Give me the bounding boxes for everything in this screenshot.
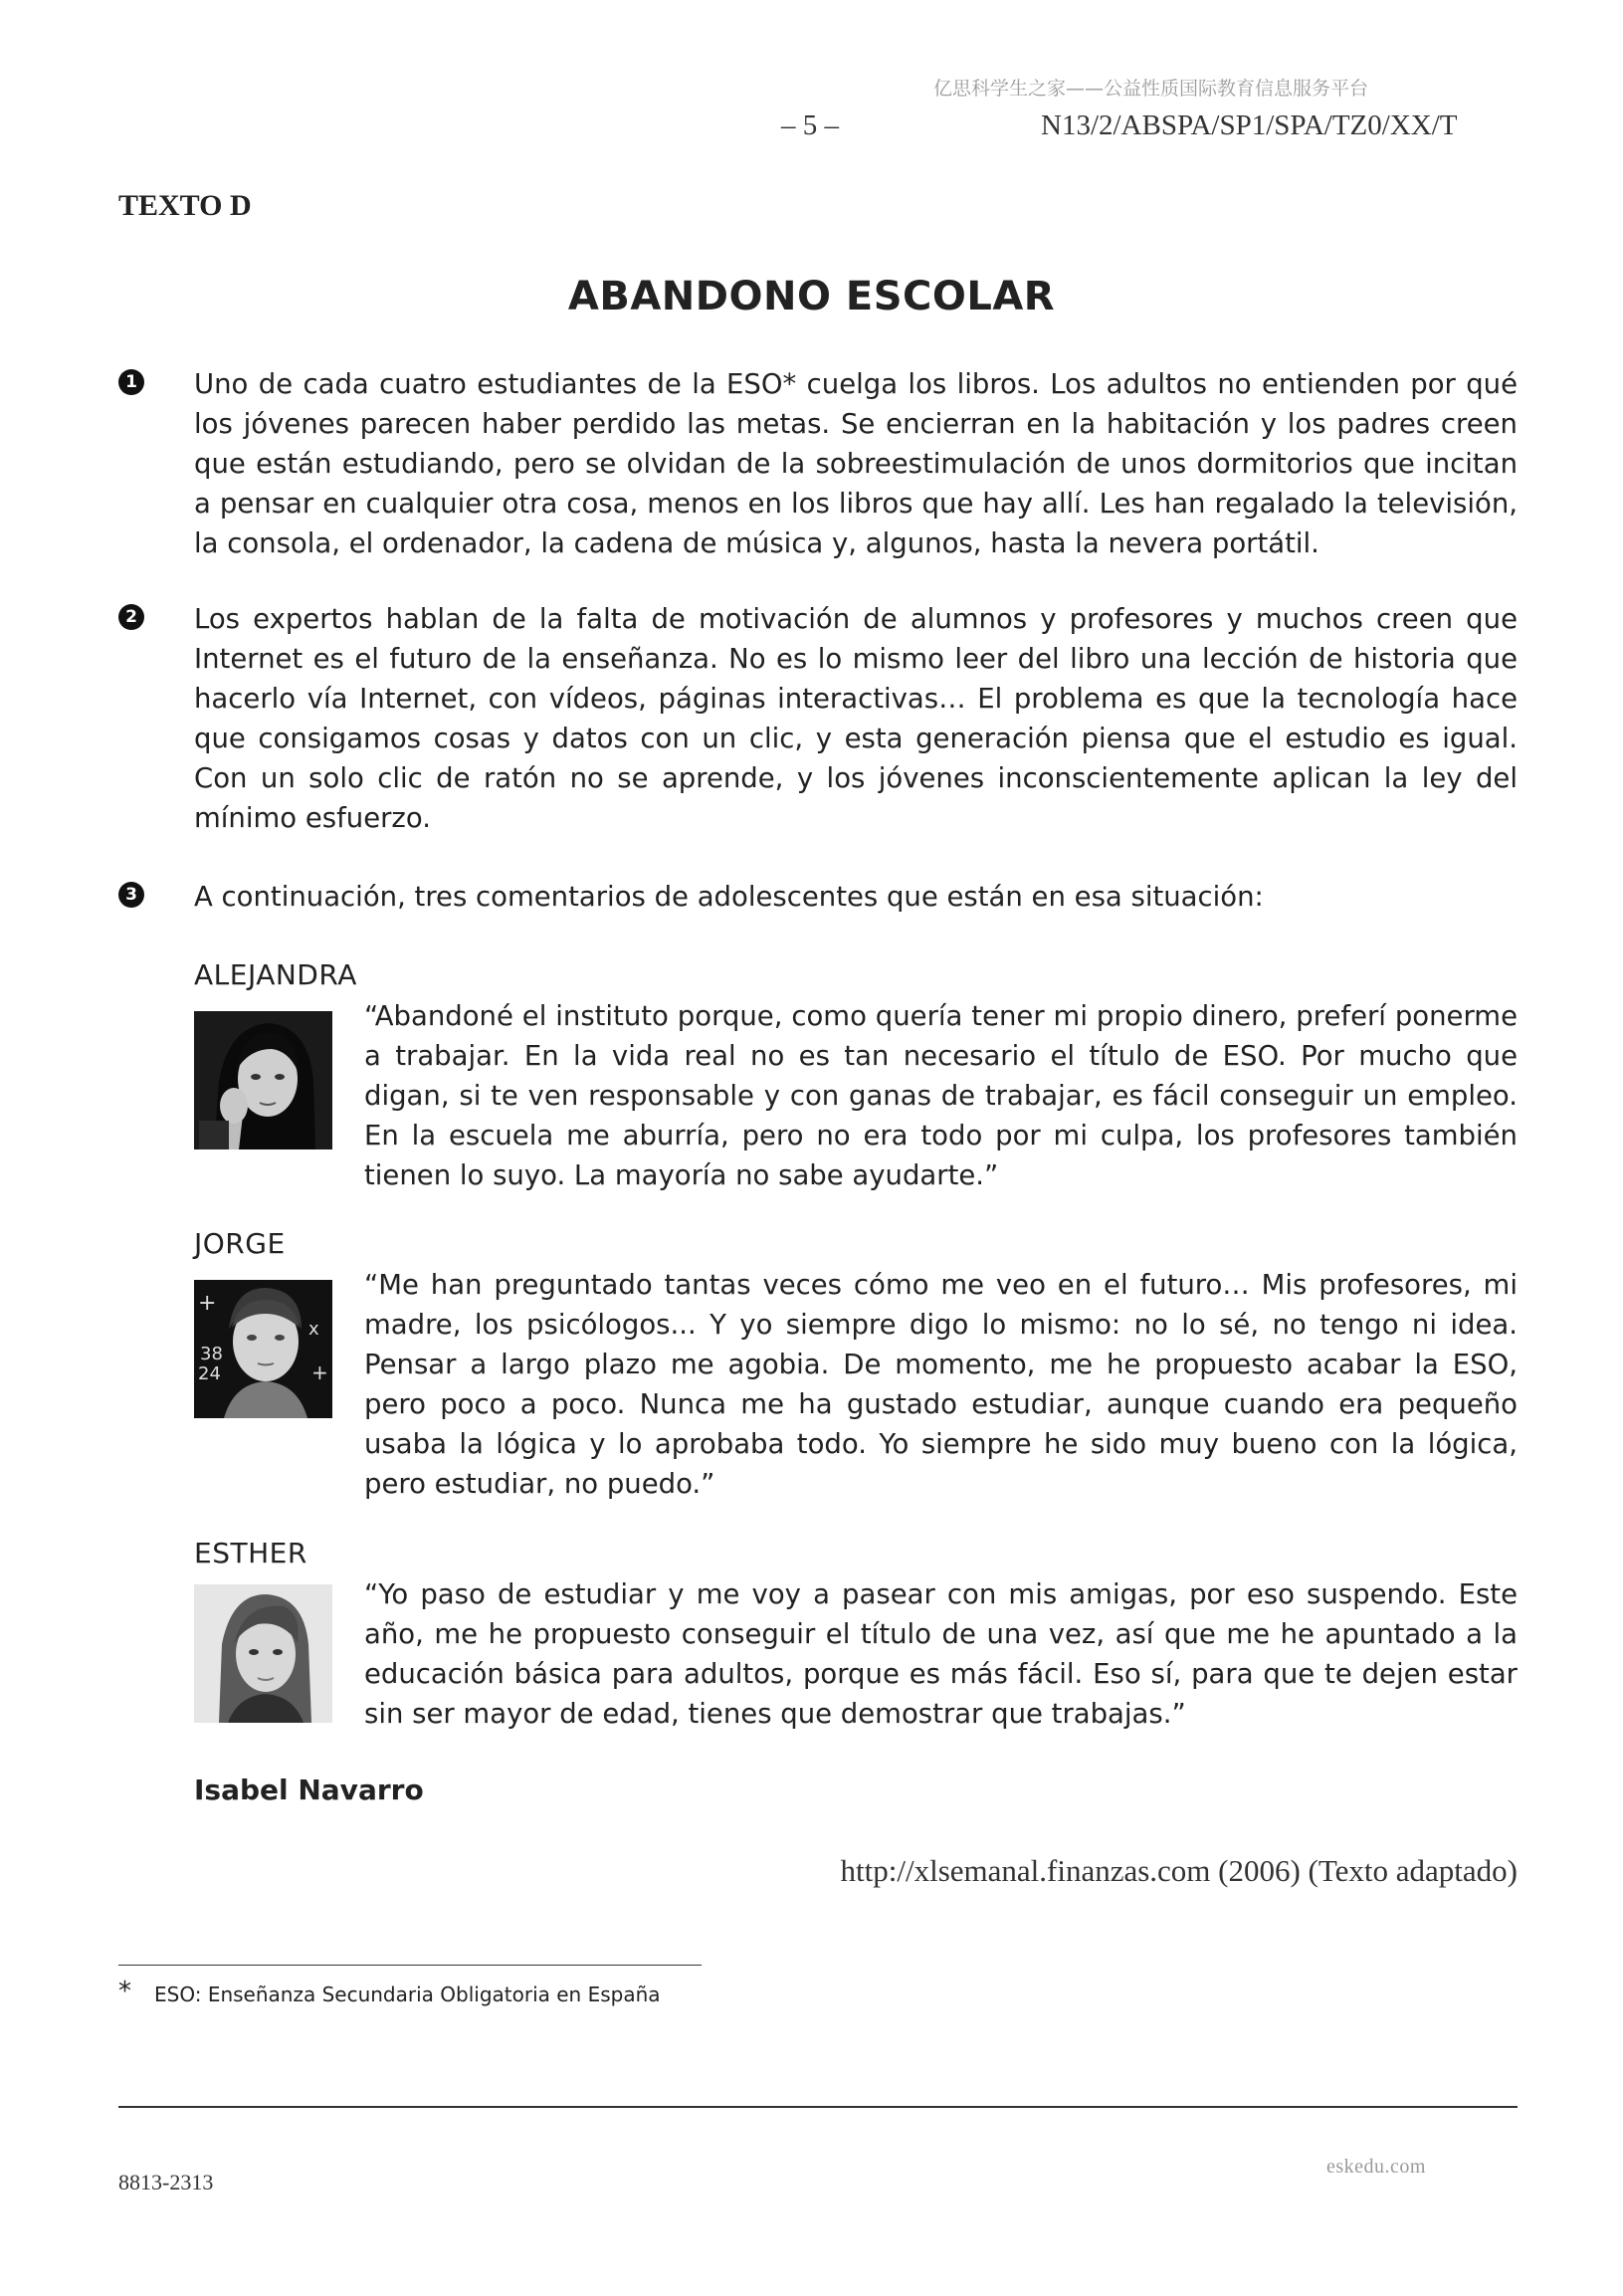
paragraph-number-2: 2 [118,604,144,630]
document-code: N13/2/ABSPA/SP1/SPA/TZ0/XX/T [1041,109,1458,141]
svg-text:24: 24 [198,1363,221,1384]
source-citation: http://xlsemanal.finanzas.com (2006) (Texto adaptado) [840,1853,1518,1888]
author-name: Isabel Navarro [194,1774,424,1806]
footnote-divider [118,1965,702,1966]
footnote-marker: * [118,1977,131,2006]
footer-site: eskedu.com [1326,2156,1426,2178]
testimonial-quote-alejandra: “Abandoné el instituto porque, como quería tener mi propio dinero, preferí ponerme a trabajar. En la vida real no es tan necesario el título de ESO. Por mucho que digan, si te ven responsable y con ganas de trabajar, es fácil conseguir un empleo. En la escuela me aburría, pero no era todo por mi culpa, los profesores también tienen lo suyo. La mayoría no sabe ayudarte.” [364,1000,1518,1191]
svg-text:x: x [308,1319,319,1340]
testimonial-name-esther: ESTHER [194,1537,307,1569]
paragraph-1: Uno de cada cuatro estudiantes de la ESO* cuelga los libros. Los adultos no entienden por qué los jóvenes parecen haber perdido las metas. Se encierran en la habitación y los padres creen que están estudiando, pero se olvidan de la sobreestimulación de unos dormitorios que incitan a pensar en cualquier otra cosa, menos en los libros que hay allí. Les han regalado la televisión, la consola, el ordenador, la cadena de música y, algunos, hasta la nevera portátil. [194,368,1518,559]
paragraph-number-1: 1 [118,369,144,395]
svg-text:38: 38 [200,1344,223,1364]
footer-divider [118,2106,1518,2108]
footer-code: 8813-2313 [118,2170,214,2194]
watermark-text: 亿思科学生之家——公益性质国际教育信息服务平台 [933,78,1369,100]
testimonial-name-jorge: JORGE [194,1227,286,1260]
esther-photo [194,1584,332,1723]
paragraph-2: Los expertos hablan de la falta de motivación de alumnos y profesores y muchos creen que Internet es el futuro de la enseñanza. No es lo mismo leer del libro una lección de historia que hacerlo vía Internet, con vídeos, páginas interactivas… El problema es que la tecnología hace que consigamos cosas y datos con un clic, y esta generación piensa que el estudio es igual. Con un solo clic de ratón no se aprende, y los jóvenes inconscientemente aplican la ley del mínimo esfuerzo. [194,603,1518,834]
testimonial-name-alejandra: ALEJANDRA [194,958,357,991]
paragraph-number-3: 3 [118,882,144,908]
paragraph-3: A continuación, tres comentarios de adolescentes que están en esa situación: [194,881,1264,913]
svg-text:+: + [198,1291,217,1316]
page-number: – 5 – [781,109,839,141]
testimonial-quote-esther: “Yo paso de estudiar y me voy a pasear con mis amigas, por eso suspendo. Este año, me he propuesto conseguir el título de una vez, así que me he apuntado a la educación básica para adultos, porque es más fácil. Eso sí, para que te dejen estar sin ser mayor de edad, tienes que demostrar que trabajas.” [364,1578,1518,1730]
article-title: ABANDONO ESCOLAR [567,274,1056,319]
alejandra-photo [194,1011,332,1149]
section-label: TEXTO D [118,189,252,222]
svg-text:+: + [311,1360,328,1384]
footnote-text: ESO: Enseñanza Secundaria Obligatoria en España [154,1983,661,2006]
testimonial-quote-jorge: “Me han preguntado tantas veces cómo me veo en el futuro… Mis profesores, mi madre, los psicólogos... Y yo siempre digo lo mismo: no lo sé, no tengo ni idea. Pensar a largo plazo me agobia. De momento, me he propuesto acabar la ESO, pero poco a poco. Nunca me ha gustado estudiar, aunque cuando era pequeño usaba la lógica y lo aprobaba todo. Yo siempre he sido muy bueno con la lógica, pero estudiar, no puedo.” [364,1269,1518,1500]
jorge-photo [194,1280,332,1418]
